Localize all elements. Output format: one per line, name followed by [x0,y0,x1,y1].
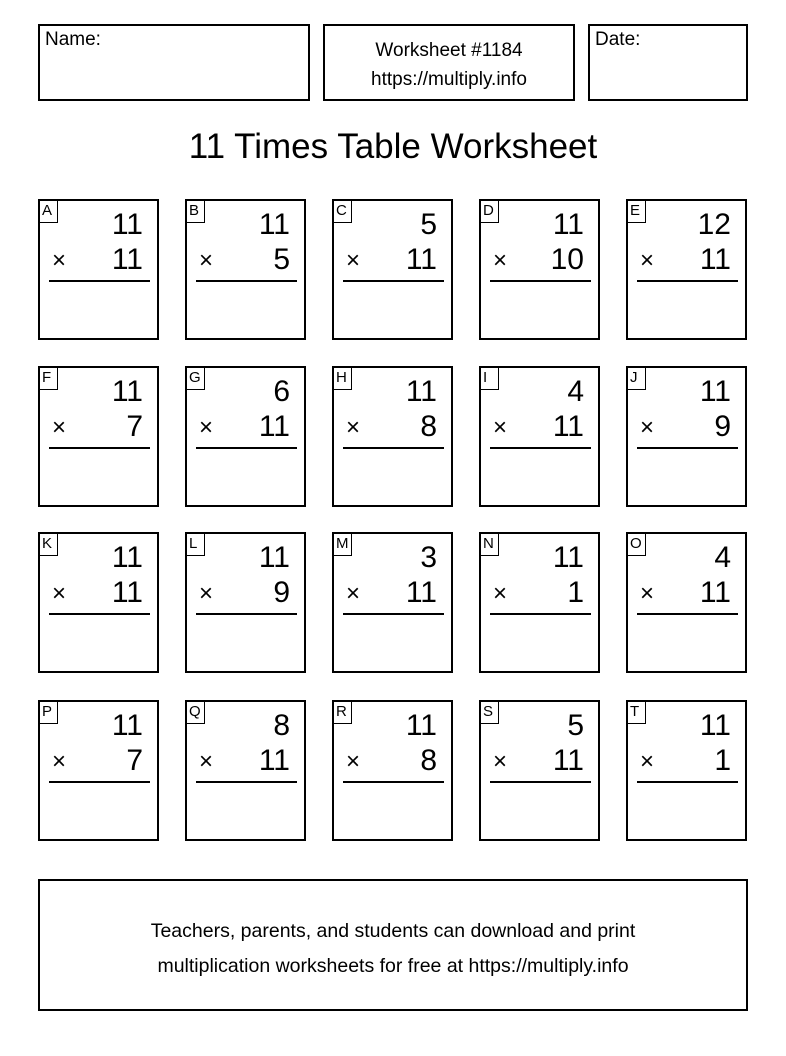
worksheet-number: Worksheet #1184 [375,40,523,61]
multiplier: 11 [111,576,143,609]
multiply-sign: × [346,580,361,607]
multiply-sign: × [346,748,361,775]
problem-letter: I [481,368,499,390]
multiplier: 1 [567,576,584,609]
problem-card-a[interactable] [38,199,159,340]
multiplicand: 11 [405,709,437,742]
multiply-sign: × [640,748,655,775]
answer-line [490,781,591,783]
answer-line [637,280,738,282]
multiply-sign: × [493,580,508,607]
footer-line-2: multiplication worksheets for free at https://multiply.info [157,955,629,977]
page-title: 11 Times Table Worksheet [188,127,598,166]
problem-letter: O [628,534,646,556]
multiplier: 11 [552,410,584,443]
date-field[interactable] [588,24,748,101]
multiply-sign: × [493,247,508,274]
answer-line [343,280,444,282]
multiplicand: 3 [420,541,437,574]
multiply-sign: × [199,748,214,775]
problem-letter: H [334,368,352,390]
multiplier: 11 [699,576,731,609]
problem-letter: E [628,201,646,223]
answer-line [196,781,297,783]
multiplicand: 11 [258,208,290,241]
answer-line [49,781,150,783]
worksheet-info-box [323,24,575,101]
multiply-sign: × [640,580,655,607]
multiply-sign: × [199,247,214,274]
multiplier: 11 [552,744,584,777]
problem-card-i[interactable] [479,366,600,507]
problem-letter: S [481,702,499,724]
problem-letter: L [187,534,205,556]
problem-letter: C [334,201,352,223]
problem-card-s[interactable] [479,700,600,841]
multiplicand: 5 [567,709,584,742]
problem-card-b[interactable] [185,199,306,340]
multiplicand: 11 [552,541,584,574]
answer-line [343,781,444,783]
multiplier: 11 [111,243,143,276]
multiplier: 11 [258,744,290,777]
problem-letter: P [40,702,58,724]
name-label: Name: [45,29,101,50]
answer-line [490,280,591,282]
answer-line [637,781,738,783]
footer-box [38,879,748,1011]
answer-line [49,280,150,282]
multiplicand: 5 [420,208,437,241]
problem-letter: Q [187,702,205,724]
answer-line [49,613,150,615]
multiply-sign: × [493,414,508,441]
problem-card-f[interactable] [38,366,159,507]
multiplier: 11 [405,243,437,276]
multiplicand: 8 [273,709,290,742]
multiplicand: 11 [111,208,143,241]
multiplier: 11 [699,243,731,276]
multiply-sign: × [346,247,361,274]
multiplicand: 4 [567,375,584,408]
problem-card-r[interactable] [332,700,453,841]
footer-line-1: Teachers, parents, and students can download and print [150,920,636,942]
problem-card-j[interactable] [626,366,747,507]
answer-line [490,613,591,615]
multiplicand: 11 [111,709,143,742]
multiply-sign: × [52,414,67,441]
worksheet-url: https://multiply.info [371,69,527,90]
problem-letter: T [628,702,646,724]
multiplicand: 11 [552,208,584,241]
multiplicand: 4 [714,541,731,574]
multiplier: 9 [714,410,731,443]
multiply-sign: × [346,414,361,441]
answer-line [49,447,150,449]
multiplier: 5 [273,243,290,276]
problem-letter: G [187,368,205,390]
problem-card-m[interactable] [332,532,453,673]
multiplicand: 11 [111,375,143,408]
problem-letter: D [481,201,499,223]
problem-card-d[interactable] [479,199,600,340]
answer-line [637,447,738,449]
multiplier: 7 [126,744,143,777]
multiplier: 9 [273,576,290,609]
multiplicand: 11 [699,375,731,408]
problem-card-o[interactable] [626,532,747,673]
problem-letter: A [40,201,58,223]
multiply-sign: × [199,580,214,607]
date-label: Date: [595,29,641,50]
multiplier: 8 [420,744,437,777]
answer-line [637,613,738,615]
multiplier: 8 [420,410,437,443]
problem-card-n[interactable] [479,532,600,673]
problem-letter: J [628,368,646,390]
multiplicand: 12 [697,208,731,241]
problem-card-q[interactable] [185,700,306,841]
multiply-sign: × [199,414,214,441]
answer-line [343,613,444,615]
multiply-sign: × [52,247,67,274]
multiplicand: 11 [258,541,290,574]
multiplicand: 11 [699,709,731,742]
problem-card-g[interactable] [185,366,306,507]
problem-card-e[interactable] [626,199,747,340]
problem-card-t[interactable] [626,700,747,841]
problem-letter: M [334,534,352,556]
multiplicand: 11 [111,541,143,574]
multiplier: 11 [258,410,290,443]
multiply-sign: × [493,748,508,775]
problem-letter: K [40,534,58,556]
multiply-sign: × [52,580,67,607]
answer-line [196,447,297,449]
problem-card-c[interactable] [332,199,453,340]
answer-line [490,447,591,449]
problem-letter: N [481,534,499,556]
name-field[interactable] [38,24,310,101]
problem-letter: F [40,368,58,390]
answer-line [343,447,444,449]
problem-card-k[interactable] [38,532,159,673]
multiplier: 10 [550,243,584,276]
multiplicand: 11 [405,375,437,408]
problem-card-h[interactable] [332,366,453,507]
problem-letter: R [334,702,352,724]
multiply-sign: × [640,247,655,274]
multiplicand: 6 [273,375,290,408]
multiply-sign: × [640,414,655,441]
multiplier: 1 [714,744,731,777]
answer-line [196,613,297,615]
multiplier: 7 [126,410,143,443]
answer-line [196,280,297,282]
problem-card-p[interactable] [38,700,159,841]
problem-letter: B [187,201,205,223]
problem-card-l[interactable] [185,532,306,673]
multiply-sign: × [52,748,67,775]
multiplier: 11 [405,576,437,609]
